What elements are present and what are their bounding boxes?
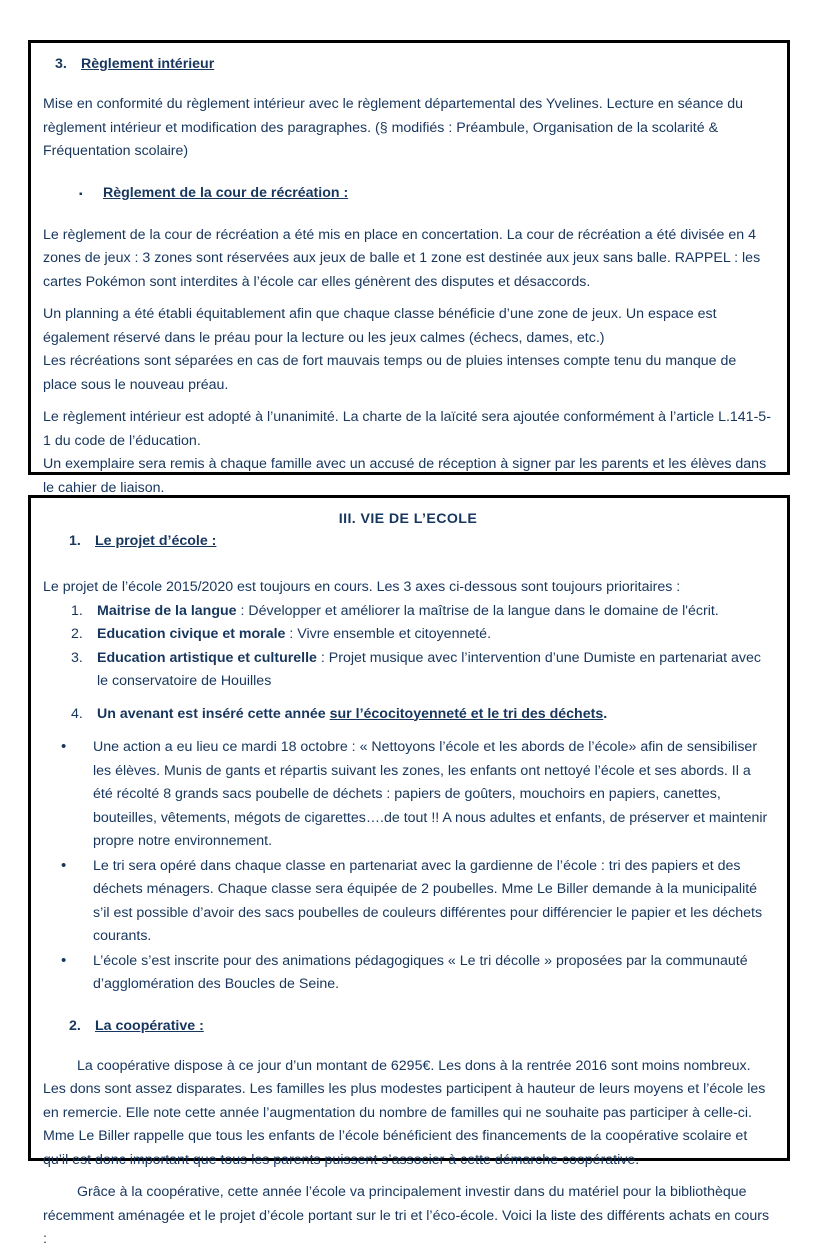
axe-lead: Maitrise de la langue (97, 602, 237, 619)
paragraph-projet-intro: Le projet de l’école 2015/2020 est toujours en cours. Les 3 axes ci-dessous sont toujours prioritaires : (43, 579, 681, 595)
spacer (43, 997, 773, 1015)
section-box-reglement-interieur (28, 40, 790, 496)
list-marker: 1. (71, 602, 83, 619)
subheading-reglement-cour-recreation (79, 182, 773, 206)
list-marker: 4. (71, 705, 83, 722)
list-marker: 2. (71, 626, 83, 642)
list-item-axe-3 (71, 647, 773, 694)
spacer (43, 164, 773, 182)
paragraph-cooperative-investissements: Grâce à la coopérative, cette année l’école va principalement investir dans du matériel pour la bibliothèque récemment aménagée et le projet d’école portant sur le tri et l’éco-école. Voici la liste des différents achats en cours : (43, 1184, 770, 1247)
square-bullet-icon: ▪ (79, 188, 83, 200)
heading-le-projet-decole (69, 530, 773, 552)
round-bullet-icon: • (61, 951, 67, 969)
round-bullet-icon: • (61, 856, 67, 874)
bullet-item-tri-classe (55, 854, 773, 949)
list-item-axe-2 (71, 623, 773, 647)
axe-lead: Education artistique et culturelle (97, 649, 317, 666)
spacer (43, 397, 773, 406)
list-item-avenant (71, 703, 773, 727)
list-item-axe-1 (71, 600, 773, 624)
spacer (43, 206, 773, 224)
paragraph-mise-en-conformite: Mise en conformité du règlement intérieur avec le règlement départemental des Yvelines. Lecture en séance du règlement intérieur et modification des paragraphes. (§ modifiés : Préambule, Organisation de la scolarité & Fréquentation scolaire) (43, 96, 744, 159)
list-item-text (97, 623, 773, 647)
heading-number: 3. (55, 56, 67, 72)
list-item-text (97, 600, 773, 624)
list-marker: 3. (71, 649, 83, 666)
avenant-tail: . (603, 705, 608, 722)
paragraph-recreations-separees: Les récréations sont séparées en cas de fort mauvais temps ou de pluies intenses compte tenu du manque de place sous le nouveau préau. (43, 353, 737, 393)
axe-rest: : Développer et améliorer la maîtrise de la langue dans le domaine de l'écrit. (236, 602, 719, 619)
paragraph-cour-recreation: Le règlement de la cour de récréation a été mis en place en concertation. La cour de récréation a été divisée en 4 zones de jeux : 3 zones sont réservées aux jeux de balle et 1 zone est destinée aux jeux sans balle. RAPPEL : les cartes Pokémon sont interdites à l’école car elles génèrent des disputes et désaccords. (43, 226, 761, 290)
heading-label: Règlement intérieur (81, 56, 215, 72)
bullet-item-nettoyons-lecole (55, 735, 773, 854)
heading-label: La coopérative : (95, 1017, 204, 1034)
avenant-plain: Un avenant est inséré cette année (97, 705, 330, 722)
section-title-vie-de-lecole: III. VIE DE L’ECOLE (338, 511, 478, 527)
spacer (43, 1037, 773, 1055)
heading-la-cooperative (69, 1015, 773, 1037)
spacer (43, 726, 773, 735)
bullet-item-text: Le tri sera opéré dans chaque classe en partenariat avec la gardienne de l’école : tri des papiers et des déchets ménagers. Chaque classe sera équipée de 2 poubelles. Mme Le Biller demande à la municipalité s’il est possible d’avoir des sacs poubelles de couleurs différentes pour différencier le papier et les déchets courants. (93, 857, 763, 944)
paragraph-cooperative-montant: La coopérative dispose à ce jour d’un montant de 6295€. Les dons à la rentrée 2016 sont moins nombreux. Les dons sont assez disparates. Les familles les plus modestes participent à hauteur de leurs moyens et l’école les en remercie. Elle note cette année l’augmentation du nombre de familles qui ne souhaite pas participer à celle-ci. Mme Le Biller rappelle que tous les enfants de l’école bénéficient des financements de la coopérative scolaire et qu’il est donc important que tous les parents puissent s’associer à cette démarche coopérative. (43, 1057, 766, 1168)
round-bullet-icon: • (61, 738, 67, 755)
spacer (43, 294, 773, 303)
subheading-label: Règlement de la cour de récréation : (103, 184, 349, 201)
spacer (43, 694, 773, 703)
bullet-item-text: L’école s’est inscrite pour des animations pédagogiques « Le tri décolle » proposées par la communauté d’agglomération des Boucles de Seine. (93, 952, 748, 992)
paragraph-planning: Un planning a été établi équitablement afin que chaque classe bénéficie d’une zone de jeux. Un espace est également réservé dans le préau pour la lecture ou les jeux calmes (échecs, dames, etc.) (43, 306, 717, 346)
heading-label: Le projet d’école : (95, 533, 217, 549)
spacer (43, 552, 773, 576)
bullet-item-animations-pedagogiques (55, 949, 773, 997)
avenant-underlined: sur l’écocitoyenneté et le tri des déchets (329, 705, 604, 722)
paragraph-adoption-unanimite: Le règlement intérieur est adopté à l’unanimité. La charte de la laïcité sera ajoutée conformément à l’article L.141-5-1 du code de l’éducation. (43, 409, 771, 449)
list-item-text (97, 647, 773, 694)
spacer (43, 1172, 773, 1181)
heading-number: 1. (69, 533, 81, 549)
section-box-vie-de-lecole (28, 495, 790, 1247)
axe-lead: Education civique et morale (97, 626, 286, 642)
spacer (43, 75, 773, 93)
axe-rest: : Projet musique avec l’intervention d’une Dumiste en partenariat avec le conservatoire de Houilles (97, 649, 761, 689)
list-item-text (97, 703, 773, 727)
bullet-item-text: Une action a eu lieu ce mardi 18 octobre : « Nettoyons l’école et les abords de l’école» afin de sensibiliser les élèves. Munis de gants et répartis suivant les zones, les enfants ont nettoyé l’école et ses abords. Il a été récolté 8 grands sacs poubelle de déchets : papiers de goûters, mouchoirs en papiers, canettes, bouteilles, vêtements, mégots de cigarettes….de tout !! A nous adultes et enfants, de préserver et maintenir propre notre environnement. (93, 739, 768, 849)
heading-number: 2. (69, 1017, 81, 1034)
paragraph-exemplaire-famille: Un exemplaire sera remis à chaque famille avec un accusé de réception à signer par les parents et les élèves dans le cahier de liaison. (43, 456, 767, 496)
axe-rest: : Vivre ensemble et citoyenneté. (285, 626, 492, 642)
heading-reglement-interieur (55, 53, 773, 75)
